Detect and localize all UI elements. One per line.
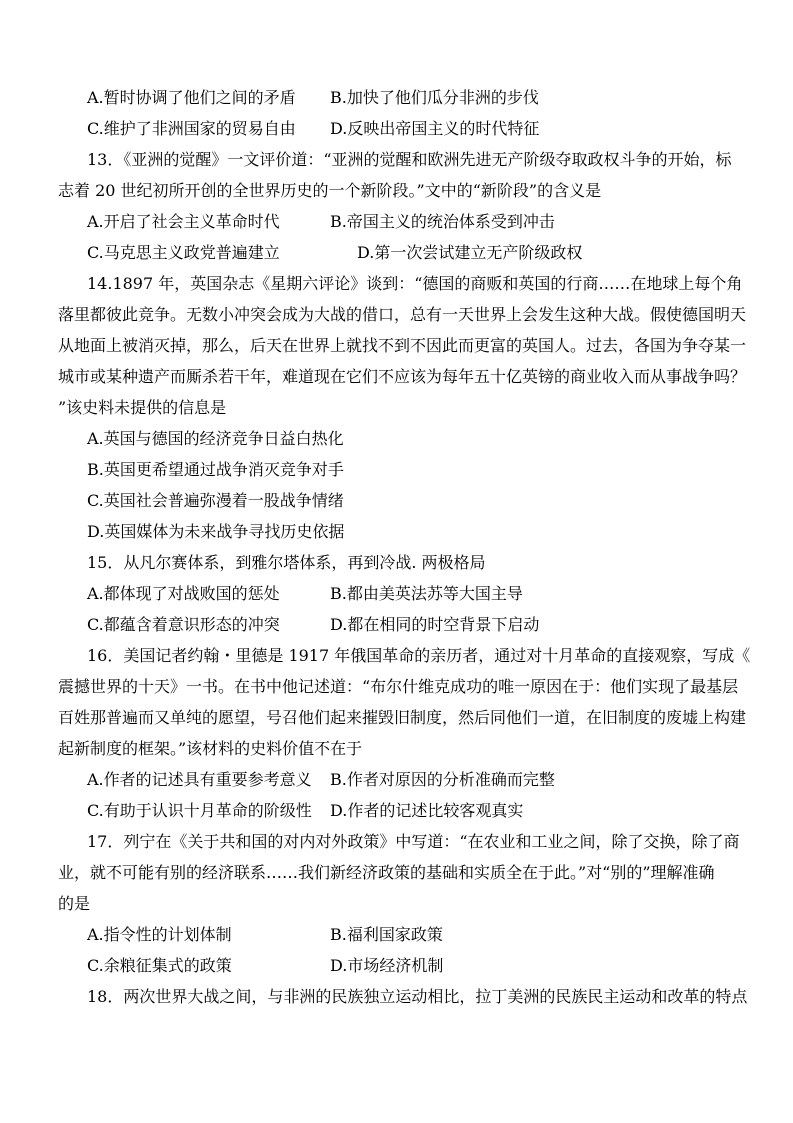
q17-stem-line-3: 的是	[58, 894, 91, 913]
q12-option-a: A.暂时协调了他们之间的矛盾	[87, 88, 296, 107]
q15-stem-line-1: 15．从凡尔赛体系，到雅尔塔体系，再到冷战. 两极格局	[87, 553, 486, 572]
q17-option-c: C.余粮征集式的政策	[87, 956, 232, 975]
q15-option-a: A.都体现了对战败国的惩处	[87, 584, 280, 603]
q15-option-d: D.都在相同的时空背景下启动	[330, 615, 540, 634]
q13-option-a: A.开启了社会主义革命时代	[87, 212, 280, 231]
q13-stem-line-1: 13．《亚洲的觉醒》一文评价道：“亚洲的觉醒和欧洲先进无产阶级夺取政权斗争的开始，标	[87, 150, 732, 169]
q14-stem-line-3: 从地面上被消灭掉，那么，后天在世界上就找不到不因此而更富的英国人。过去，各国为争夺某一	[58, 336, 747, 355]
q12-option-d: D.反映出帝国主义的时代特征	[330, 119, 540, 138]
q14-stem-line-1: 14.1897 年，英国杂志《星期六评论》谈到：“德国的商贩和英国的行商……在地球上每个角	[87, 274, 743, 293]
q15-option-c: C.都蕴含着意识形态的冲突	[87, 615, 280, 634]
q16-stem-line-4: 起新制度的框架。”该材料的史料价值不在于	[58, 739, 363, 758]
q12-option-b: B.加快了他们瓜分非洲的步伐	[330, 88, 539, 107]
q12-option-c: C.维护了非洲国家的贸易自由	[87, 119, 296, 138]
q17-option-b: B.福利国家政策	[330, 925, 443, 944]
q14-option-b: B.英国更希望通过战争消灭竞争对手	[87, 460, 344, 479]
q17-option-d: D.市场经济机制	[330, 956, 444, 975]
q17-stem-line-1: 17．列宁在《关于共和国的对内对外政策》中写道：“在农业和工业之间，除了交换，除了商	[87, 832, 740, 851]
q13-option-b: B.帝国主义的统治体系受到冲击	[330, 212, 555, 231]
q15-option-b: B.都由美英法苏等大国主导	[330, 584, 523, 603]
q16-stem-line-2: 震撼世界的十天》一书。在书中他记述道：“布尔什维克成功的唯一原因在于：他们实现了最基层	[58, 677, 739, 696]
q14-stem-line-4: 城市或某种遗产而厮杀若干年，难道现在它们不应该为每年五十亿英镑的商业收入而从事战争吗？	[58, 367, 747, 386]
q18-stem-line-1: 18．两次世界大战之间，与非洲的民族独立运动相比，拉丁美洲的民族民主运动和改革的特点	[87, 987, 748, 1006]
q16-option-c: C.有助于认识十月革命的阶级性	[87, 801, 312, 820]
q13-stem-line-2: 志着 20 世纪初所开创的全世界历史的一个新阶段。”文中的“新阶段”的含义是	[58, 181, 602, 200]
q14-option-c: C.英国社会普遍弥漫着一股战争情绪	[87, 491, 344, 510]
q13-option-c: C.马克思主义政党普遍建立	[87, 243, 280, 262]
q14-option-a: A.英国与德国的经济竞争日益白热化	[87, 429, 344, 448]
q16-option-d: D.作者的记述比较客观真实	[330, 801, 524, 820]
q14-stem-line-2: 落里都彼此竞争。无数小冲突会成为大战的借口，总有一天世界上会发生这种大战。假使德国明天	[58, 305, 747, 324]
q16-option-b: B.作者对原因的分析准确而完整	[330, 770, 555, 789]
q16-option-a: A.作者的记述具有重要参考意义	[87, 770, 312, 789]
q17-stem-line-2: 业，就不可能有别的经济联系……我们新经济政策的基础和实质全在于此。”对“别的”理解准确	[58, 863, 715, 882]
q14-stem-line-5: ”该史料未提供的信息是	[58, 398, 227, 417]
q14-option-d: D.英国媒体为未来战争寻找历史依据	[87, 522, 345, 541]
q17-option-a: A.指令性的计划体制	[87, 925, 232, 944]
q16-stem-line-1: 16．美国记者约翰・里德是 1917 年俄国革命的亲历者，通过对十月革命的直接观察，写成《	[87, 646, 751, 665]
q13-option-d: D.第一次尝试建立无产阶级政权	[357, 243, 583, 262]
q16-stem-line-3: 百姓那普遍而又单纯的愿望，号召他们起来摧毁旧制度，然后同他们一道，在旧制度的废墟上构建	[58, 708, 747, 727]
